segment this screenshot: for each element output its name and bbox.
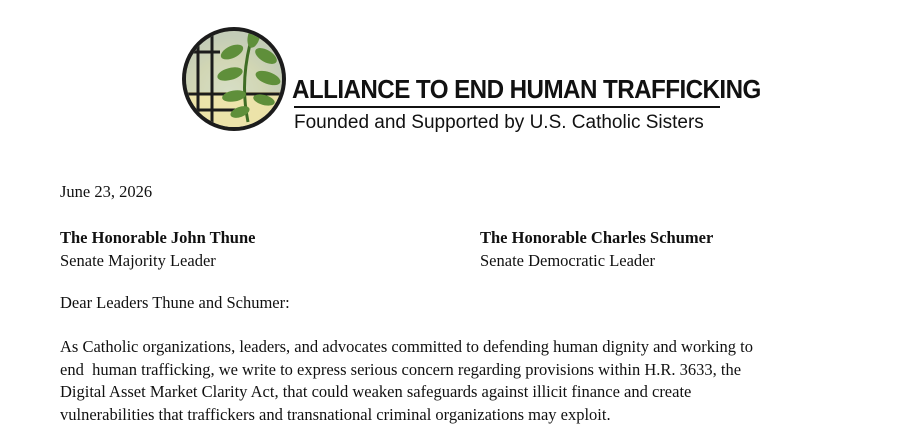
body-line: As Catholic organizations, leaders, and advocates committed to defending human dignity and working to — [60, 337, 753, 356]
alliance-logo — [178, 22, 290, 134]
recipient-1-name: The Honorable John Thune — [60, 228, 256, 247]
recipient-2-title: Senate Democratic Leader — [480, 251, 655, 270]
organization-tagline: Founded and Supported by U.S. Catholic Sisters — [294, 112, 704, 133]
letter-date: June 23, 2026 — [60, 182, 153, 201]
body-line: Digital Asset Market Clarity Act, that could weaken safeguards against illicit finance and create — [60, 382, 692, 401]
organization-name: ALLIANCE TO END HUMAN TRAFFICKING — [292, 74, 761, 104]
body-line: vulnerabilities that traffickers and transnational criminal organizations may exploit. — [60, 404, 611, 424]
salutation: Dear Leaders Thune and Schumer: — [60, 293, 290, 312]
recipient-2-name: The Honorable Charles Schumer — [480, 228, 714, 247]
body-paragraph — [60, 336, 753, 426]
body-line: end human trafficking, we write to express serious concern regarding provisions within H.R. 3633, the — [60, 359, 742, 379]
recipient-1-title: Senate Majority Leader — [60, 251, 216, 270]
letterhead-divider — [294, 106, 720, 108]
letterhead — [178, 22, 761, 140]
